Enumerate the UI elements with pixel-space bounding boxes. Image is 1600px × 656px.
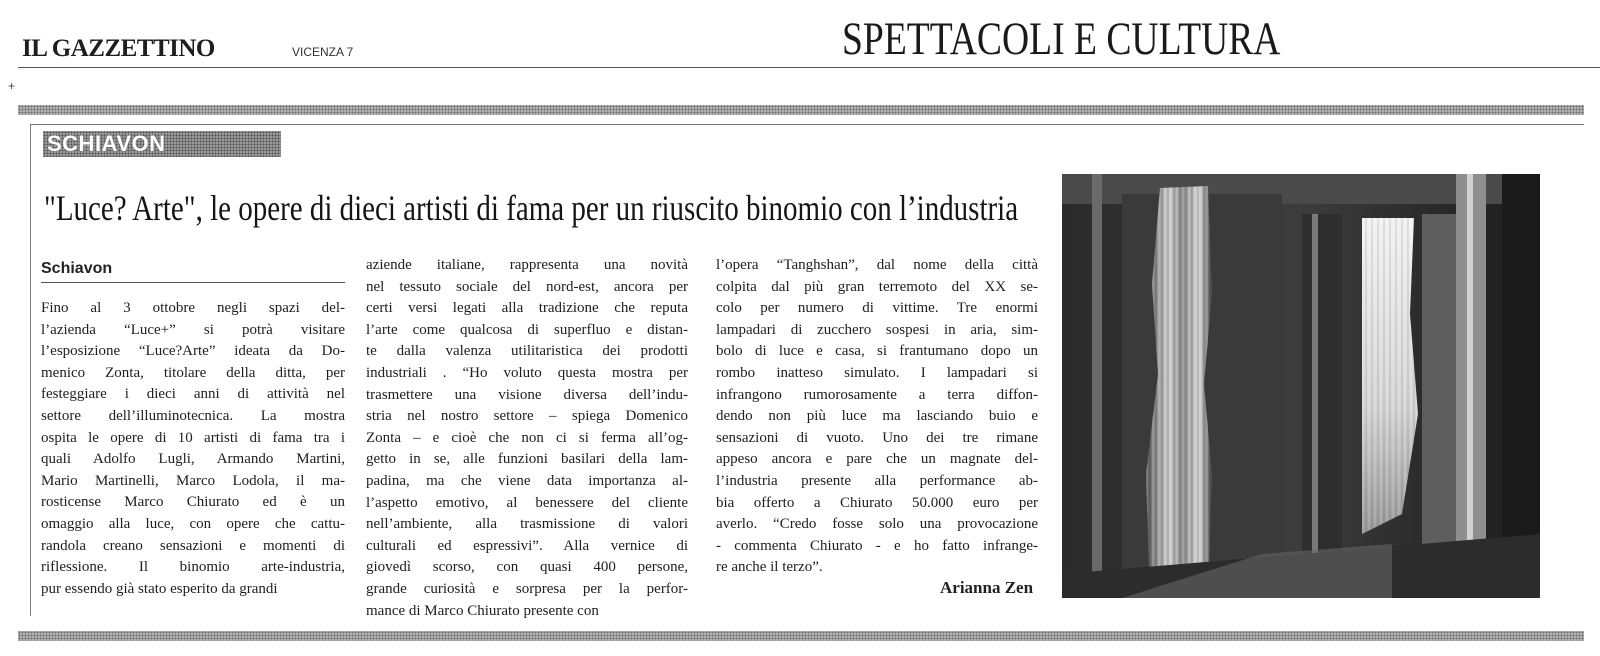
article-frame-left <box>30 124 31 616</box>
text-line: l’aspetto emotivo, al benessere del cliente <box>366 494 688 511</box>
text-line: bolo di luce e casa, si frantumano dopo un <box>716 343 1038 360</box>
dateline-place: Schiavon <box>41 260 113 277</box>
text-line: l’azienda “Luce+” si potrà visitare <box>41 321 345 338</box>
text-line: colpita dal più gran terremoto del XX se- <box>716 278 1038 295</box>
text-line: sensazioni di vuoto. Uno dei tre rimane <box>716 429 1038 446</box>
text-line: nell’ambiente, alla trasmissione di valori <box>366 516 688 533</box>
text-line: industriali . “Ho voluto questa mostra per <box>366 364 688 381</box>
text-line: Mario Martinelli, Marco Lodola, il ma- <box>41 472 345 489</box>
kicker-label: SCHIAVON <box>47 131 166 156</box>
text-line: trasmettere una visione diversa dell’indu- <box>366 386 688 403</box>
article-column-1 <box>41 298 345 600</box>
text-line: rosticense Marco Chiurato ed è un <box>41 494 345 511</box>
text-line: Zonta – e cioè che non ci si ferma all’og- <box>366 429 688 446</box>
text-line: appeso ancora e pare che un magnate del- <box>716 451 1038 468</box>
text-line: dendo non più luce ma lasciando buio e <box>716 408 1038 425</box>
kicker-box <box>43 131 281 157</box>
text-line: Fino al 3 ottobre negli spazi del- <box>41 300 345 316</box>
text-line: quali Adolfo Lugli, Armando Martini, <box>41 451 345 468</box>
text-line: colo per numero di vittime. Tre enormi <box>716 300 1038 317</box>
article-photo <box>1062 174 1540 598</box>
text-line: l’arte come qualcosa di superfluo e distan- <box>366 321 688 338</box>
page-label: VICENZA 7 <box>292 45 354 59</box>
text-line: omaggio alla luce, con opere che cattu- <box>41 515 345 532</box>
text-line: festeggiare i dieci anni di attività nel <box>41 386 345 403</box>
text-line: culturali ed espressivi”. Alla vernice di <box>366 537 688 554</box>
masthead-rule <box>18 67 1600 68</box>
text-line: l’industria presente alla performance ab- <box>716 472 1038 489</box>
text-line: re anche il terzo”. <box>716 559 823 576</box>
text-line: stria nel nostro settore – spiega Domenico <box>366 408 688 425</box>
bottom-halftone-band <box>18 631 1584 641</box>
text-line: - commenta Chiurato - e ho fatto infrange- <box>716 537 1038 554</box>
article-column-3 <box>716 255 1038 579</box>
dateline-rule <box>41 282 345 283</box>
text-line: pur essendo già stato esperito da grandi <box>41 580 278 597</box>
text-line: infrangono rumorosamente a terra diffon- <box>716 386 1038 403</box>
text-line: getto in se, alle funzioni basilari della lam- <box>366 451 688 468</box>
text-line: aziende italiane, rappresenta una novità <box>366 257 688 273</box>
text-line: averlo. “Credo fosse solo una provocazione <box>716 516 1038 533</box>
text-line: lampadari di zucchero sospesi in aria, sim- <box>716 321 1038 338</box>
text-line: giovedì scorso, con quasi 400 persone, <box>366 559 688 576</box>
text-line: l’opera “Tanghshan”, dal nome della città <box>716 257 1038 273</box>
photo-artwork <box>1062 174 1540 598</box>
text-line: certi versi legati alla tradizione che reputa <box>366 300 688 317</box>
text-line: settore dell’illuminotecnica. La mostra <box>41 407 345 424</box>
text-line: mance di Marco Chiurato presente con <box>366 602 599 619</box>
text-line: ospita le opere di 10 artisti di fama tra i <box>41 429 345 446</box>
article-headline: "Luce? Arte", le opere di dieci artisti di fama per un riuscito binomio con l’industria <box>44 188 1019 228</box>
text-line: te dalla valenza utilitaristica dei prodotti <box>366 343 688 360</box>
text-line: menico Zonta, titolare della ditta, per <box>41 364 345 381</box>
text-line: rombo inatteso simulato. I lampadari si <box>716 364 1038 381</box>
top-halftone-band <box>18 105 1584 115</box>
article-frame-top <box>30 124 1584 125</box>
article-column-2 <box>366 255 688 622</box>
text-line: padina, ma che viene data importanza al- <box>366 472 688 489</box>
text-line: riflessione. Il binomio arte-industria, <box>41 559 345 576</box>
registration-mark: + <box>8 79 16 93</box>
author-signature: Arianna Zen <box>940 578 1034 597</box>
section-title: SPETTACOLI E CULTURA <box>842 13 1281 65</box>
text-line: bia offerto a Chiurato 50.000 euro per <box>716 494 1038 511</box>
text-line: l’esposizione “Luce?Arte” ideata da Do- <box>41 343 345 360</box>
newspaper-logo: IL GAZZETTINO <box>22 35 215 62</box>
text-line: nel tessuto sociale del nord-est, ancora per <box>366 278 688 295</box>
text-line: randola creano sensazioni e momenti di <box>41 537 345 554</box>
text-line: grande curiosità e sorpresa per la perfor- <box>366 580 688 597</box>
